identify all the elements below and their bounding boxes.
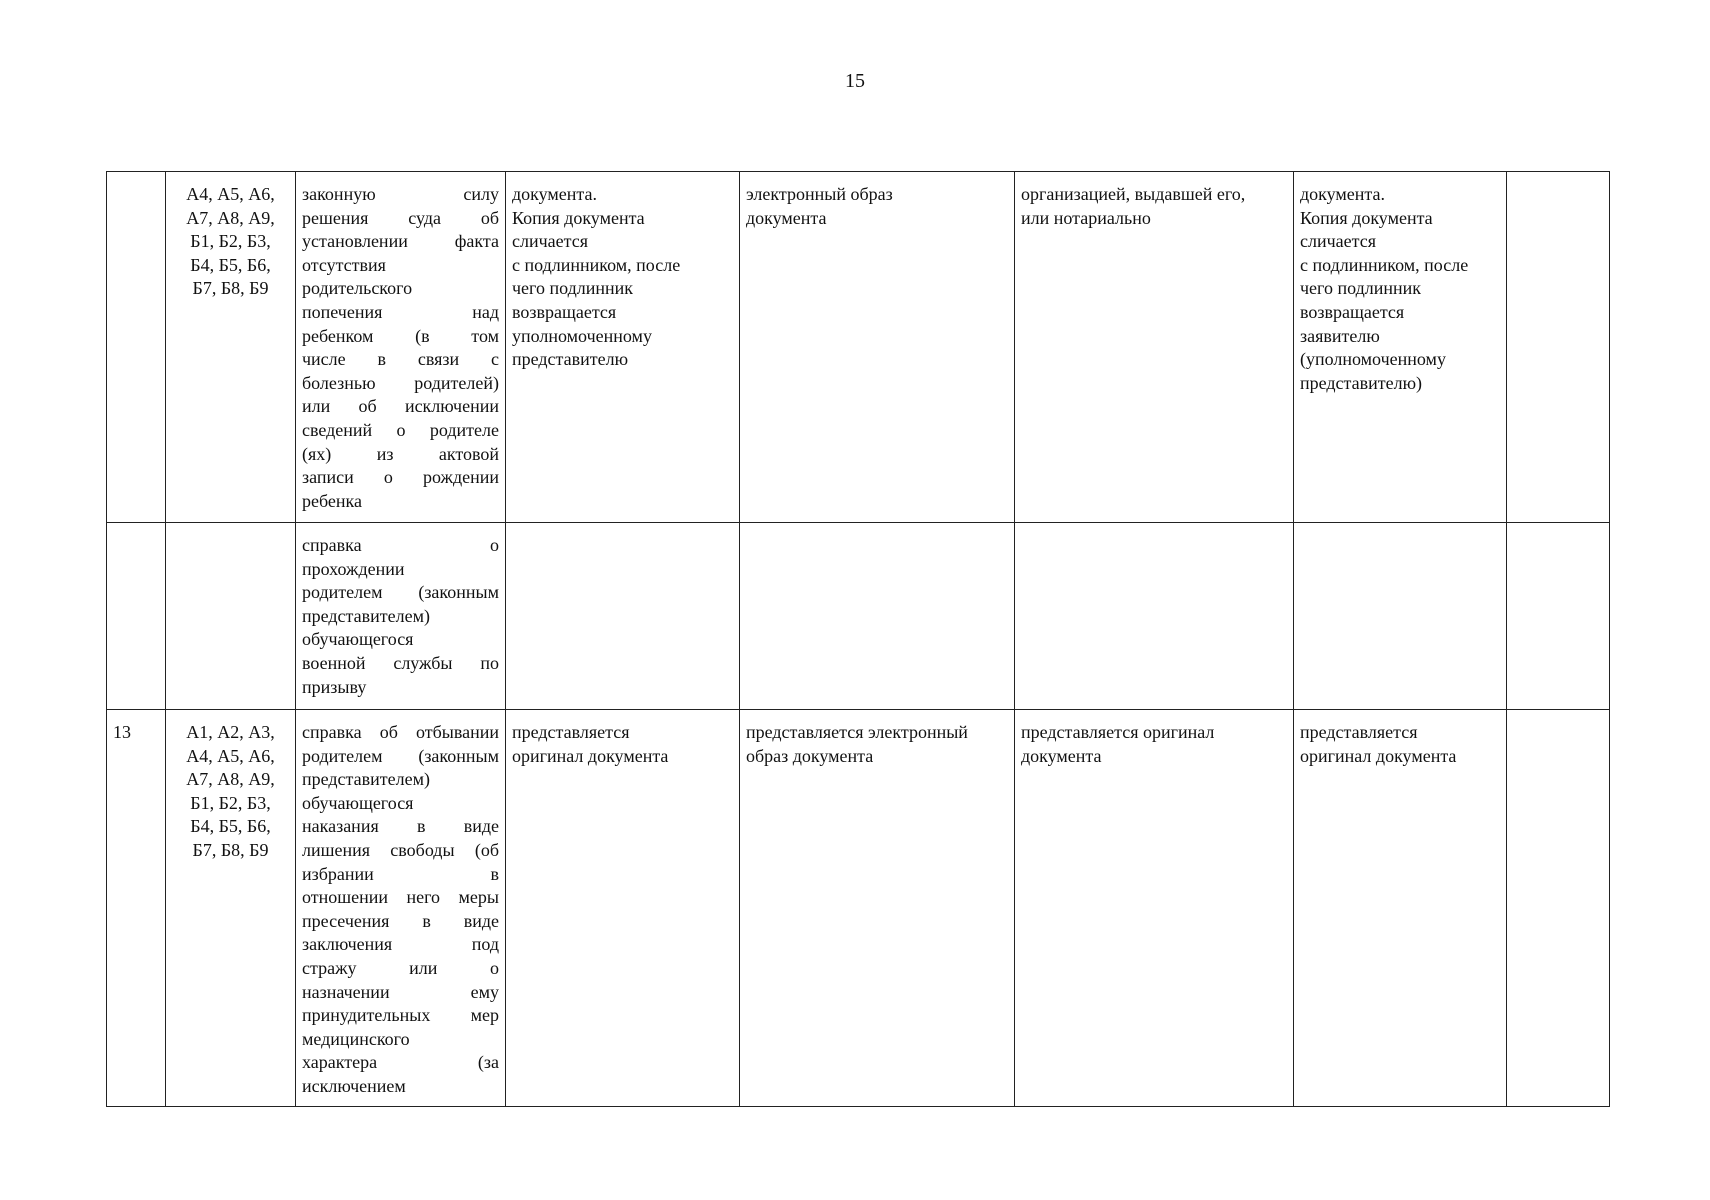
cell-certification (1015, 523, 1294, 710)
cell-line: оригинал документа (512, 745, 669, 766)
cell-line: возвращается (512, 301, 617, 322)
cell-line: исключением (302, 1075, 406, 1096)
cell-line: А1, А2, А3, (186, 722, 275, 742)
cell-submission-electronic (740, 710, 1015, 1107)
cell-line: Б1, Б2, Б3, (190, 231, 271, 252)
cell-line: характера (за (302, 1052, 499, 1073)
cell-line: (уполномоченному (1300, 349, 1446, 370)
cell-line: пресечения в виде (302, 910, 499, 931)
cell-submission-mfc (1294, 523, 1507, 710)
cell-line: медицинского (302, 1028, 410, 1049)
cell-line: обучающегося (302, 629, 414, 650)
cell-submission-electronic (740, 523, 1015, 710)
cell-line: родителем (законным (302, 745, 499, 766)
cell-line: или об исключении (302, 396, 499, 417)
cell-line: документа. (1300, 184, 1385, 204)
cell-line: записи о рождении (302, 467, 499, 488)
cell-line: наказания в виде (302, 816, 499, 837)
cell-line: представителем) (302, 769, 430, 790)
documents-table (106, 171, 1610, 1107)
cell-line: принудительных мер (302, 1005, 499, 1026)
cell-line: военной службы по (302, 652, 499, 673)
cell-line: Б4, Б5, Б6, (190, 816, 271, 837)
cell-line: представляется (1300, 722, 1418, 742)
cell-line: Б7, Б8, Б9 (192, 278, 269, 299)
cell-line: отсутствия (302, 254, 386, 275)
cell-line: чего подлинник (512, 278, 634, 299)
cell-line: Копия документа (512, 207, 645, 228)
cell-line: сличается (1300, 231, 1376, 252)
cell-line: представителю) (1300, 372, 1423, 393)
cell-line: призыву (302, 676, 367, 697)
cell-line: представителю (512, 349, 629, 370)
cell-line: документа (1021, 745, 1102, 766)
cell-line: А7, А8, А9, (186, 769, 275, 790)
cell-line: представляется оригинал (1021, 722, 1215, 742)
cell-line: Копия документа (1300, 207, 1433, 228)
cell-number (107, 523, 166, 710)
cell-line: справка о (302, 535, 499, 555)
table-row (107, 710, 1610, 1107)
cell-line: лишения свободы (об (302, 839, 499, 860)
cell-line: заключения под (302, 934, 499, 955)
cell-line: документа. (512, 184, 597, 204)
cell-line: справка об отбывании (302, 722, 499, 742)
cell-line: ребенка (302, 490, 362, 511)
cell-line: решения суда об (302, 207, 499, 228)
cell-line: стражу или о (302, 957, 499, 978)
cell-line: Б7, Б8, Б9 (192, 839, 269, 860)
page-number: 15 (845, 70, 865, 92)
cell-line: ребенком (в том (302, 325, 499, 346)
cell-line: А4, А5, А6, (186, 745, 275, 766)
cell-line: Б1, Б2, Б3, (190, 792, 271, 813)
cell-line: болезнью родителей) (302, 372, 499, 393)
table-row (107, 523, 1610, 710)
cell-line: чего подлинник (1300, 278, 1422, 299)
cell-submission-in-person (506, 172, 740, 523)
cell-notes (1507, 172, 1610, 523)
cell-line: представителем) (302, 605, 430, 626)
cell-category-codes (166, 523, 296, 710)
cell-notes (1507, 523, 1610, 710)
cell-line: родительского (302, 278, 413, 299)
cell-submission-mfc (1294, 710, 1507, 1107)
cell-line: заявителю (1300, 325, 1380, 346)
cell-line: возвращается (1300, 301, 1405, 322)
cell-line: сличается (512, 231, 588, 252)
cell-document-name (296, 710, 506, 1107)
cell-line: уполномоченному (512, 325, 652, 346)
cell-line: числе в связи с (302, 349, 499, 370)
cell-line: оригинал документа (1300, 745, 1457, 766)
cell-category-codes (166, 172, 296, 523)
cell-line: назначении ему (302, 981, 499, 1002)
cell-document-name (296, 172, 506, 523)
cell-notes (1507, 710, 1610, 1107)
cell-line: законную силу (302, 184, 499, 204)
cell-line: с подлинником, после (512, 254, 681, 275)
cell-line: избрании в (302, 863, 499, 884)
cell-certification (1015, 710, 1294, 1107)
cell-line: отношении него меры (302, 887, 499, 908)
cell-certification (1015, 172, 1294, 523)
cell-line: организацией, выдавшей его, (1021, 184, 1246, 204)
cell-category-codes (166, 710, 296, 1107)
cell-submission-in-person (506, 523, 740, 710)
cell-submission-in-person (506, 710, 740, 1107)
cell-line: с подлинником, после (1300, 254, 1469, 275)
cell-line: или нотариально (1021, 207, 1151, 228)
cell-line: родителем (законным (302, 582, 499, 603)
table-row (107, 172, 1610, 523)
cell-line: попечения над (302, 301, 499, 322)
cell-line: (ях) из актовой (302, 443, 499, 464)
cell-line: Б4, Б5, Б6, (190, 254, 271, 275)
cell-line: представляется (512, 722, 630, 742)
cell-line: обучающегося (302, 792, 414, 813)
cell-line: электронный образ (746, 184, 893, 204)
cell-submission-mfc (1294, 172, 1507, 523)
cell-number: 13 (107, 710, 166, 1107)
cell-number (107, 172, 166, 523)
cell-line: образ документа (746, 745, 874, 766)
cell-line: представляется электронный (746, 722, 968, 742)
cell-submission-electronic (740, 172, 1015, 523)
cell-line: документа (746, 207, 827, 228)
cell-document-name (296, 523, 506, 710)
cell-line: А7, А8, А9, (186, 207, 275, 228)
cell-line: А4, А5, А6, (186, 184, 275, 204)
cell-line: установлении факта (302, 231, 499, 252)
cell-line: прохождении (302, 558, 405, 579)
cell-line: сведений о родителе (302, 419, 499, 440)
